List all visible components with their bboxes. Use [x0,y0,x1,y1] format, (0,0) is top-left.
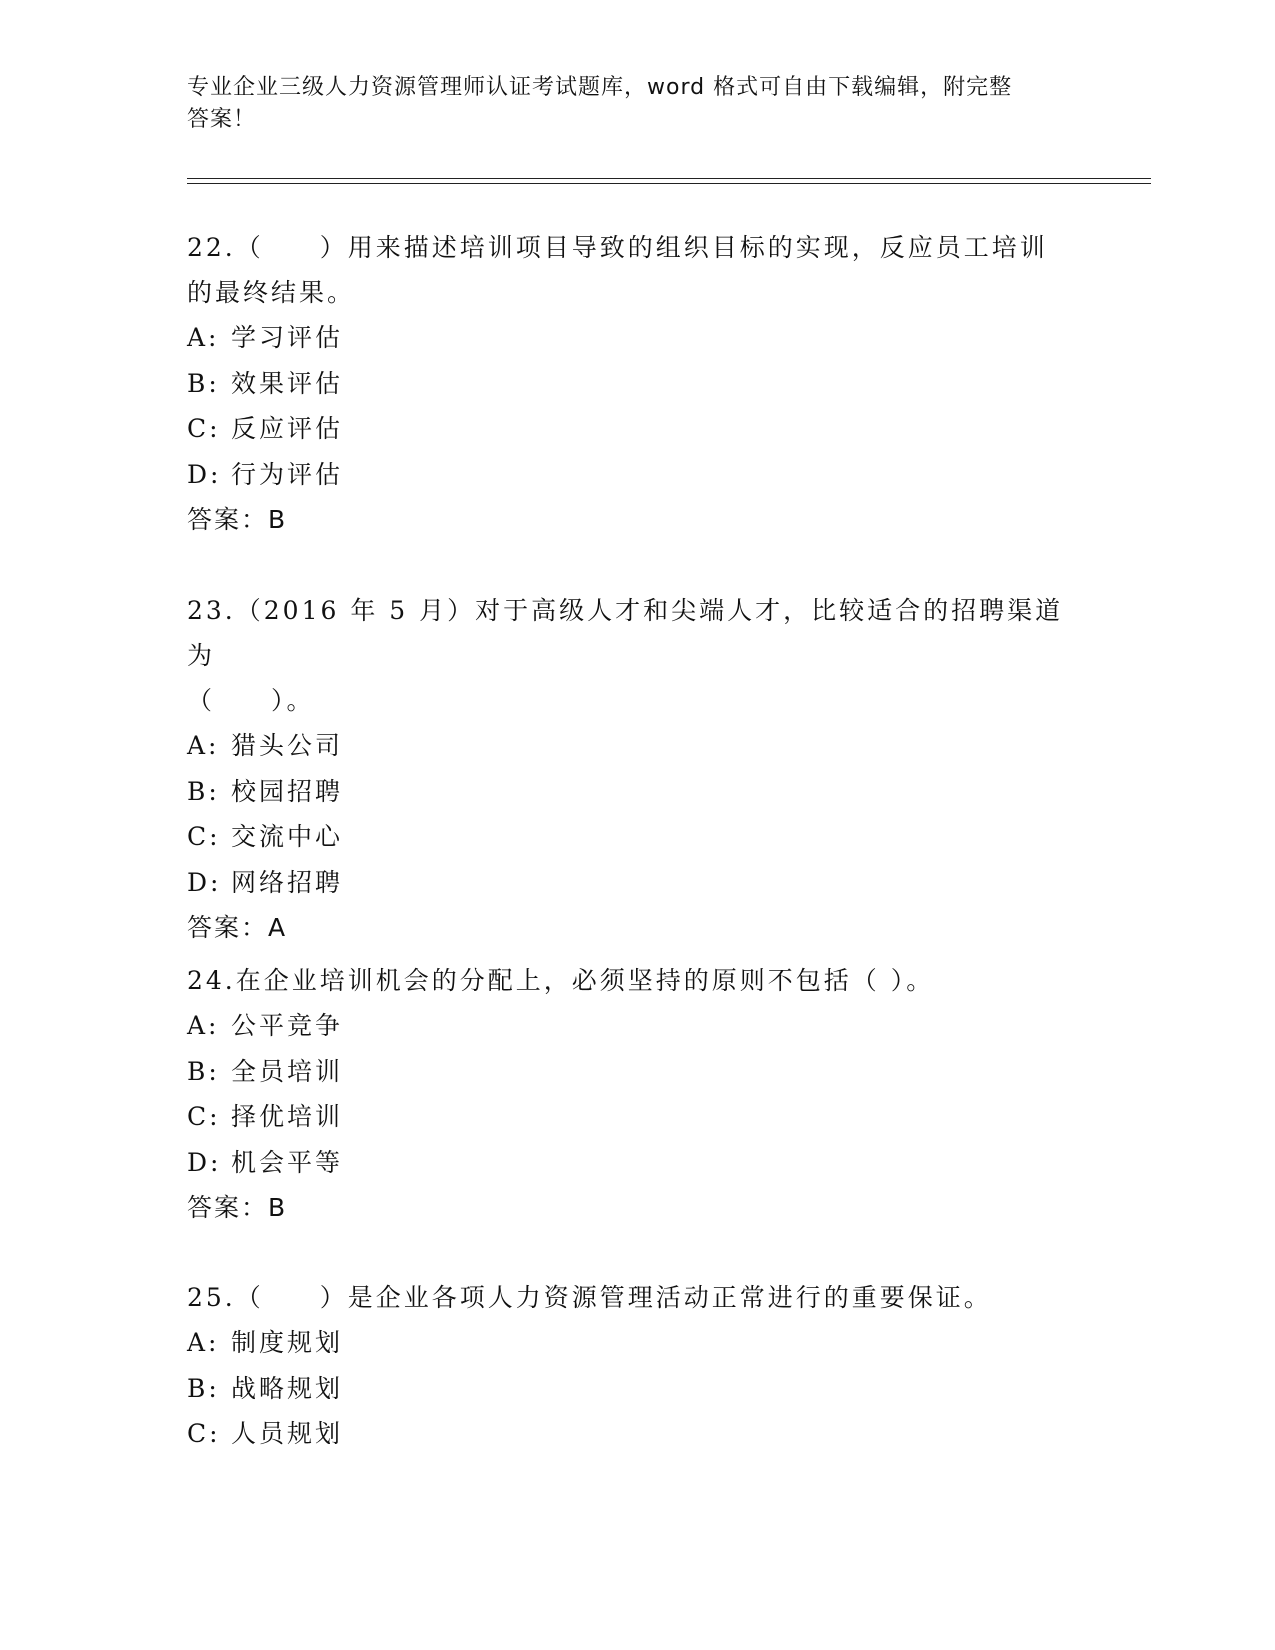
answer-line: 答案：A [187,913,288,942]
option-text: 全员培训 [231,1056,344,1086]
option-text: 人员规划 [231,1419,344,1448]
option-c [187,1411,1087,1457]
header-divider-top [187,178,1151,179]
option-a [187,315,1087,361]
question-25 [187,1275,1087,1457]
question-stem-line: 23.（2016 年 5 月）对于高级人才和尖端人才，比较适合的招聘渠道为 [187,596,1064,670]
option-d [187,452,1087,498]
option-text: 机会平等 [231,1147,344,1177]
question-22 [187,225,1087,542]
option-text: 猎头公司 [231,731,344,760]
option-c [187,406,1087,452]
answer-line: 答案：B [187,505,288,534]
option-d [187,1140,1087,1186]
option-b [187,361,1087,407]
option-key: B: [187,1373,220,1403]
option-a [187,723,1087,769]
option-key: A: [187,731,220,760]
option-d [187,860,1087,906]
question-stem-line: （ ）。 [187,686,315,715]
option-text: 战略规划 [231,1373,344,1403]
option-text: 校园招聘 [231,776,344,806]
answer-line: 答案：B [187,1193,288,1222]
question-stem-line: 的最终结果。 [187,278,356,307]
option-key: B: [187,776,220,806]
option-key: C: [187,1102,221,1131]
option-key: B: [187,1056,220,1086]
header-divider-bottom [187,183,1151,184]
question-stem-line: 24.在企业培训机会的分配上，必须坚持的原则不包括（ ）。 [187,966,935,995]
option-key: D: [187,1147,222,1177]
option-text: 行为评估 [231,459,344,489]
option-b [187,769,1087,815]
option-key: B: [187,368,220,398]
document-header [187,72,1067,136]
question-23 [187,588,1087,950]
header-line-1: 专业企业三级人力资源管理师认证考试题库，word 格式可自由下载编辑，附完整 [187,75,1013,100]
option-text: 效果评估 [231,368,344,398]
option-text: 择优培训 [231,1102,344,1131]
option-a [187,1320,1087,1366]
option-text: 制度规划 [231,1328,344,1357]
question-stem-line: 22.（ ）用来描述培训项目导致的组织目标的实现，反应员工培训 [187,233,1048,262]
option-key: C: [187,1419,221,1448]
option-c [187,814,1087,860]
option-text: 学习评估 [231,323,344,352]
option-b [187,1366,1087,1412]
option-key: A: [187,1011,220,1040]
option-text: 网络招聘 [231,867,344,897]
option-key: C: [187,414,221,443]
option-b [187,1049,1087,1095]
header-line-2: 答案！ [187,107,257,132]
option-key: A: [187,1328,220,1357]
question-stem-line: 25.（ ）是企业各项人力资源管理活动正常进行的重要保证。 [187,1283,992,1312]
option-key: A: [187,323,220,352]
question-24 [187,958,1087,1230]
option-text: 交流中心 [231,822,344,851]
option-text: 反应评估 [231,414,344,443]
option-key: D: [187,867,222,897]
option-key: D: [187,459,222,489]
option-text: 公平竞争 [231,1011,344,1040]
option-c [187,1094,1087,1140]
option-a [187,1003,1087,1049]
option-key: C: [187,822,221,851]
